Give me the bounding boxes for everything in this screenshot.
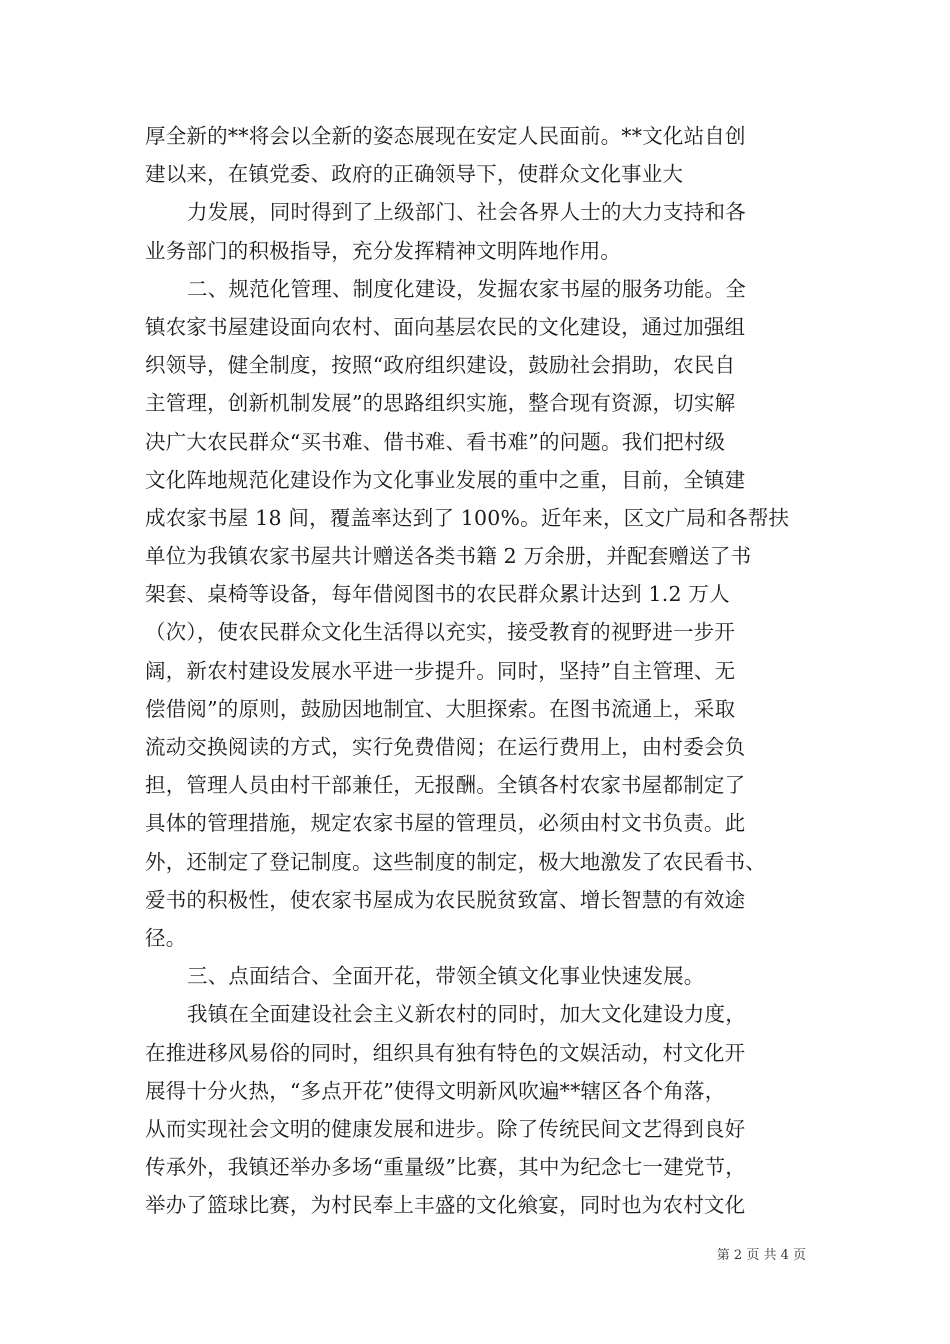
text-line: 担，管理人员由村干部兼任，无报酬。全镇各村农家书屋都制定了 (145, 773, 746, 798)
text-line: 织领导，健全制度，按照“政府组织建设，鼓励社会捐助，农民自 (145, 353, 736, 378)
text-line: 具体的管理措施，规定农家书屋的管理员，必须由村文书负责。此 (145, 811, 746, 836)
text-line: 我镇在全面建设社会主义新农村的同时，加大文化建设力度， (187, 1002, 746, 1027)
text-line: 流动交换阅读的方式，实行免费借阅；在运行费用上，由村委会负 (145, 735, 746, 759)
text-line: 阔，新农村建设发展水平进一步提升。同时，坚持”自主管理、无 (145, 658, 736, 683)
text-line: 展得十分火热，“多点开花”使得文明新风吹遍**辖区各个角落， (145, 1078, 726, 1103)
text-line: 三、点面结合、全面开花，带领全镇文化事业快速发展。 (187, 964, 705, 989)
text-line: 架套、桌椅等设备，每年借阅图书的农民群众累计达到 1.2 万人 (145, 582, 730, 607)
text-line: 业务部门的积极指导，充分发挥精神文明阵地作用。 (145, 238, 622, 263)
text-line: 在推进移风易俗的同时，组织具有独有特色的文娱活动，村文化开 (145, 1040, 746, 1065)
text-line: 力发展，同时得到了上级部门、社会各界人士的大力支持和各 (187, 200, 746, 225)
text-line: 外，还制定了登记制度。这些制度的制定，极大地激发了农民看书、 (145, 849, 766, 874)
text-line: 偿借阅”的原则，鼓励因地制宜、大胆探索。在图书流通上，采取 (145, 696, 736, 721)
text-line: 文化阵地规范化建设作为文化事业发展的重中之重，目前，全镇建 (145, 467, 746, 492)
text-line: 成农家书屋 18 间，覆盖率达到了 100%。近年来，区文广局和各帮扶 (145, 505, 790, 530)
text-line: 爱书的积极性，使农家书屋成为农民脱贫致富、增长智慧的有效途 (145, 887, 746, 912)
text-line: 主管理，创新机制发展”的思路组织实施，整合现有资源，切实解 (145, 391, 736, 416)
text-line: 决广大农民群众“买书难、借书难、看书难”的问题。我们把村级 (145, 429, 726, 454)
body-text (145, 117, 805, 1224)
text-line: （次），使农民群众文化生活得以充实，接受教育的视野进一步开 (145, 620, 736, 645)
text-line: 镇农家书屋建设面向农村、面向基层农民的文化建设，通过加强组 (145, 314, 746, 339)
text-line: 单位为我镇农家书屋共计赠送各类书籍 2 万余册，并配套赠送了书 (145, 544, 752, 569)
text-line: 厚全新的**将会以全新的姿态展现在安定人民面前。**文化站自创 (145, 124, 746, 148)
text-line: 建以来，在镇党委、政府的正确领导下，使群众文化事业大 (145, 162, 684, 187)
text-line: 举办了篮球比赛，为村民奉上丰盛的文化飨宴，同时也为农村文化 (145, 1193, 746, 1218)
page-number: 第 2 页 共 4 页 (716, 1248, 806, 1263)
text-line: 二、规范化管理、制度化建设，发掘农家书屋的服务功能。全 (187, 276, 746, 301)
text-line: 传承外，我镇还举办多场“重量级”比赛，其中为纪念七一建党节， (145, 1155, 746, 1180)
text-line: 从而实现社会文明的健康发展和进步。除了传统民间文艺得到良好 (145, 1116, 746, 1141)
text-line: 径。 (145, 925, 187, 950)
